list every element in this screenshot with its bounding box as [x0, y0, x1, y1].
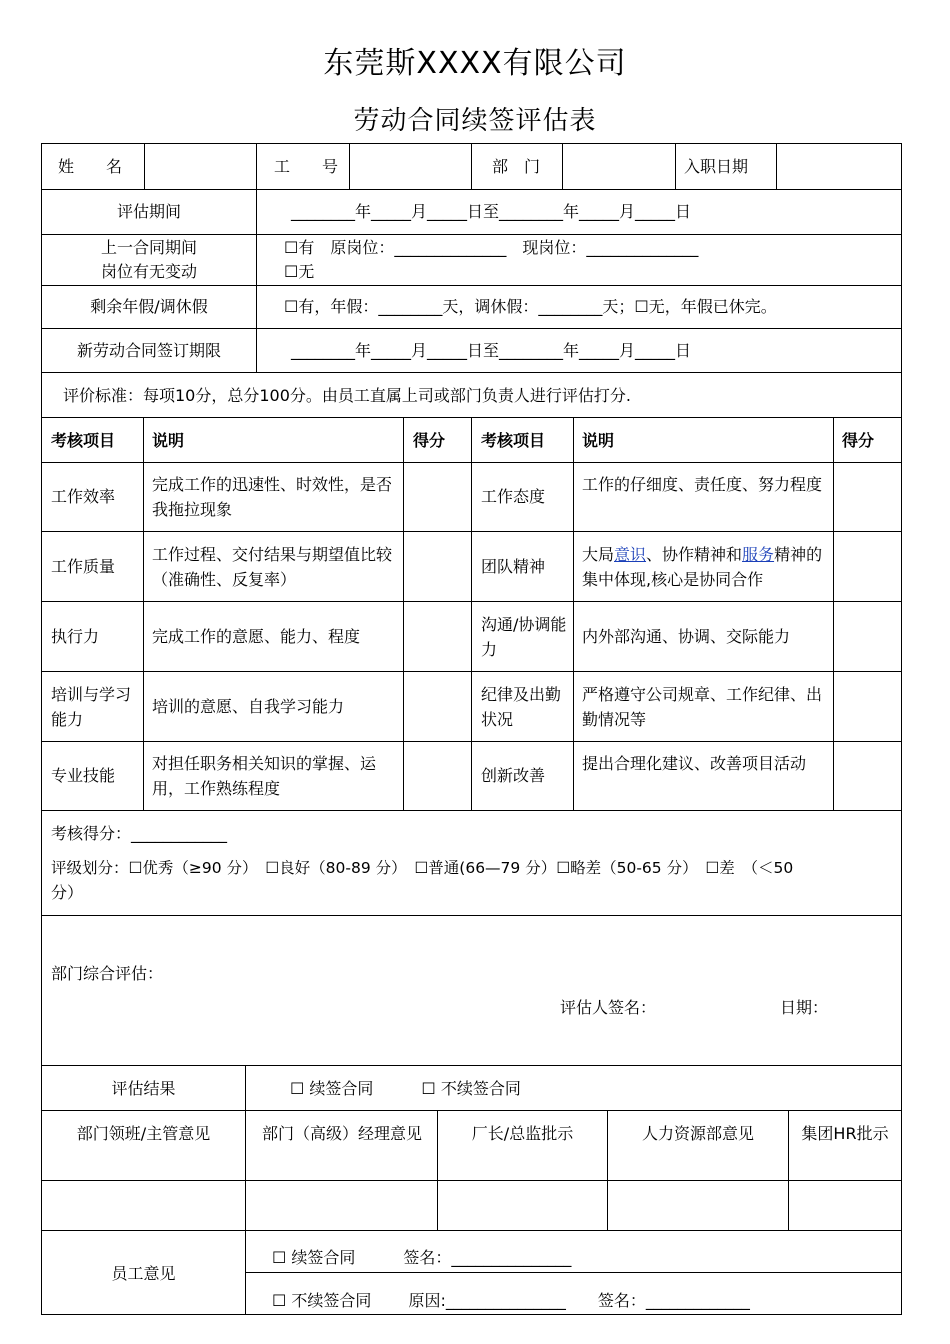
new-contract-label: 新劳动合同签订期限 [76, 341, 221, 360]
hire-date-label: 入职日期 [684, 157, 749, 176]
prev-contract-label: 上一合同期间 [100, 238, 197, 257]
score-innovation[interactable] [834, 742, 901, 809]
divider [256, 189, 257, 372]
score-communication[interactable] [834, 602, 901, 670]
divider [41, 189, 902, 190]
header-score-left: 得分 [413, 431, 446, 450]
divider [256, 143, 257, 189]
approval-group-hr-label: 集团HR批示 [801, 1124, 889, 1143]
form-title: 劳动合同续签评估表 [353, 106, 597, 136]
divider [41, 810, 902, 811]
score-quality[interactable] [404, 532, 470, 600]
item-skills: 专业技能 [51, 766, 116, 785]
item-communication: 沟通/协调能力 [481, 615, 567, 659]
header-score-right: 得分 [842, 431, 875, 450]
dept-evaluation-label: 部门综合评估： [51, 964, 164, 983]
item-efficiency: 工作效率 [51, 487, 116, 506]
divider [245, 1272, 902, 1273]
divider [143, 417, 144, 810]
approval-hr-field[interactable] [608, 1181, 788, 1229]
score-attitude[interactable] [834, 463, 901, 530]
link-awareness[interactable]: 意识 [614, 545, 647, 564]
header-desc-left: 说明 [152, 431, 185, 450]
evaluator-signature-label: 评估人签名： [560, 998, 657, 1017]
name-label: 姓 名 [58, 157, 123, 176]
divider [675, 143, 676, 189]
score-skills[interactable] [404, 742, 470, 809]
score-execution[interactable] [404, 602, 470, 670]
header-item-right: 考核项目 [481, 431, 546, 450]
position-change-label: 岗位有无变动 [100, 262, 197, 281]
result-options[interactable]: ☐ 续签合同 ☐ 不续签合同 [290, 1079, 521, 1098]
grade-options-cont: 分） [51, 883, 84, 902]
divider [41, 285, 902, 286]
leave-label: 剩余年假/调休假 [90, 297, 208, 316]
approval-director-field[interactable] [438, 1181, 607, 1229]
divider [41, 372, 902, 373]
divider [41, 915, 902, 916]
score-teamwork[interactable] [834, 532, 901, 600]
item-innovation: 创新改善 [481, 766, 546, 785]
total-score-field[interactable]: 考核得分：____________ [51, 824, 228, 843]
approval-group-hr-field[interactable] [789, 1181, 901, 1229]
evaluation-date-label: 日期： [780, 998, 829, 1017]
divider [41, 328, 902, 329]
result-label: 评估结果 [111, 1079, 176, 1098]
new-contract-field[interactable]: ________年_____月_____日至________年_____月_____日 [291, 341, 692, 360]
approval-manager-label: 部门（高级）经理意见 [261, 1124, 422, 1143]
eval-period-label: 评估期间 [116, 202, 181, 221]
department-field[interactable] [563, 144, 674, 188]
item-quality: 工作质量 [51, 557, 116, 576]
item-execution: 执行力 [51, 627, 100, 646]
desc-execution: 完成工作的意愿、能力、程度 [152, 627, 361, 646]
score-training[interactable] [404, 672, 470, 740]
position-changed-no[interactable]: ☐无 [284, 262, 315, 281]
employee-id-label: 工 号 [274, 157, 339, 176]
divider [41, 1230, 902, 1231]
approval-supervisor-label: 部门领班/主管意见 [76, 1124, 211, 1143]
desc-quality: 工作过程、交付结果与期望值比较（准确性、反复率） [152, 545, 393, 589]
divider [41, 1110, 902, 1111]
divider [471, 143, 472, 189]
desc-communication: 内外部沟通、协调、交际能力 [582, 627, 791, 646]
employee-opinion-label: 员工意见 [111, 1264, 176, 1283]
desc-attitude: 工作的仔细度、责任度、努力程度 [582, 475, 823, 494]
desc-efficiency: 完成工作的迅速性、时效性，是否我拖拉现象 [152, 475, 393, 519]
employee-no-renew-option[interactable]: ☐ 不续签合同 原因:_______________ 签名：_____________ [272, 1291, 750, 1310]
grade-options[interactable]: 评级划分：☐优秀（≥90 分） ☐良好（80-89 分） ☐普通(66—79 分）☐略差（50-65 分） ☐差 （＜50 [51, 859, 794, 877]
desc-discipline: 严格遵守公司规章、工作纪律、出勤情况等 [582, 685, 823, 729]
approval-supervisor-field[interactable] [42, 1181, 245, 1229]
header-item-left: 考核项目 [51, 431, 116, 450]
leave-field[interactable]: ☐有，年假：________天，调休假：________天；☐无，年假已休完。 [284, 297, 777, 316]
hire-date-field[interactable] [777, 144, 901, 188]
desc-teamwork: 大局意识、协作精神和服务精神的集中体现,核心是协同合作 [582, 545, 823, 589]
approval-director-label: 厂长/总监批示 [471, 1124, 574, 1143]
divider [573, 417, 574, 810]
score-discipline[interactable] [834, 672, 901, 740]
name-field[interactable] [145, 144, 255, 188]
header-desc-right: 说明 [582, 431, 615, 450]
eval-period-field[interactable]: ________年_____月_____日至________年_____月_____日 [291, 202, 692, 221]
employee-id-field[interactable] [350, 144, 470, 188]
department-label: 部 门 [492, 157, 541, 176]
item-attitude: 工作态度 [481, 487, 546, 506]
divider [471, 417, 472, 810]
item-training: 培训与学习能力 [51, 685, 132, 729]
desc-training: 培训的意愿、自我学习能力 [152, 697, 345, 716]
approval-manager-field[interactable] [246, 1181, 437, 1229]
divider [41, 1065, 902, 1066]
link-service[interactable]: 服务 [742, 545, 775, 564]
approval-hr-label: 人力资源部意见 [641, 1124, 754, 1143]
item-teamwork: 团队精神 [481, 557, 546, 576]
position-changed-yes[interactable]: ☐有 原岗位：______________ 现岗位：______________ [284, 238, 699, 257]
desc-innovation: 提出合理化建议、改善项目活动 [582, 754, 807, 773]
employee-renew-option[interactable]: ☐ 续签合同 签名：_______________ [272, 1248, 572, 1267]
desc-skills: 对担任职务相关知识的掌握、运用，工作熟练程度 [152, 754, 377, 798]
item-discipline: 纪律及出勤状况 [481, 685, 562, 729]
score-efficiency[interactable] [404, 463, 470, 530]
company-title: 东莞斯XXXX有限公司 [323, 46, 627, 81]
criteria-text: 评价标准：每项10分，总分100分。由员工直属上司或部门负责人进行评估打分. [63, 386, 631, 405]
